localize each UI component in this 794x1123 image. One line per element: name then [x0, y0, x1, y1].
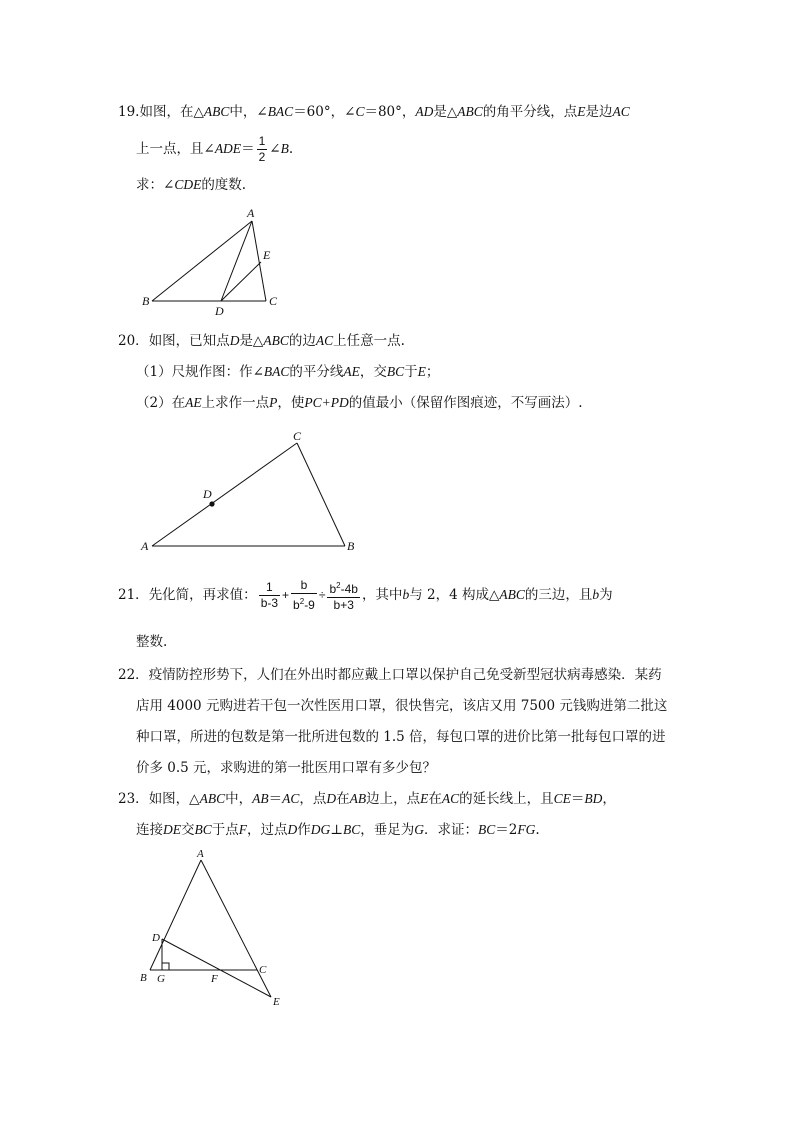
q19-segment-de — [221, 262, 261, 301]
q20-point-d — [209, 501, 214, 506]
q23-segment-ae — [201, 860, 271, 997]
q20-segment-cb — [297, 443, 345, 546]
q23-label-e: E — [273, 996, 280, 1008]
q20-label-d: D — [203, 487, 212, 501]
q20-part-2: （2）在AE上求作一点P，使PC+PD的值最小（保留作图痕迹，不写画法）. — [136, 395, 583, 411]
q19-label-a: A — [247, 206, 255, 220]
q19-label-c: C — [269, 294, 278, 308]
q21-fraction-3: $\frac{b^2-4b}{b+3}$ — [327, 578, 359, 613]
q20-line-1: 20．如图，已知点D是△ABC的边AC上任意一点. — [118, 333, 405, 349]
q23-line-2: 连接DE交BC于点F，过点D作DG⊥BC，垂足为G．求证：BC＝2FG. — [136, 822, 540, 838]
q23-right-angle-mark — [162, 963, 169, 970]
q23-label-b: B — [140, 972, 147, 984]
q20-label-a: A — [141, 539, 149, 553]
q21-line-2: 整数. — [136, 634, 168, 650]
q23-label-g: G — [157, 973, 165, 985]
q22-line-1: 22．疫情防控形势下，人们在外出时都应戴上口罩以保护自己免受新型冠状病毒感染．某药 — [118, 667, 662, 683]
q20-label-c: C — [293, 429, 302, 443]
q23-line-1: 23．如图，△ABC中，AB＝AC，点D在AB边上，点E在AC的延长线上，且CE＝BD， — [118, 791, 616, 807]
q20-segment-ac — [152, 443, 297, 546]
q19-segment-ab — [152, 221, 252, 301]
q20-part-1: （1）尺规作图：作∠BAC的平分线AE，交BC于E； — [136, 364, 440, 380]
q23-label-a: A — [197, 848, 204, 860]
q21-line-1: 21．先化简，再求值： $\frac{1}{b-3}$ + $\frac{b}{b^2-9}$ ÷ $\frac{b^2-4b}{b+3}$ ，其中b与 2，4 构成△ABC的三边，且b为 — [118, 578, 613, 612]
q22-line-2: 店用 4000 元购进若干包一次性医用口罩，很快售完，该店又用 7500 元钱购进第二批这 — [136, 698, 668, 714]
q19-label-d: D — [215, 304, 224, 318]
q19-line-2: 上一点，且∠ADE＝ $\frac{1}{2}$ ∠B. — [136, 134, 294, 164]
q23-segment-de — [162, 939, 271, 997]
q19-label-e: E — [263, 248, 271, 262]
q19-label-b: B — [142, 294, 150, 308]
q23-label-c: C — [259, 964, 267, 976]
q21-fraction-2: $\frac{b}{b^2-9}$ — [293, 578, 315, 612]
q19-line-1: 19.如图，在△ABC中，∠BAC＝60°，∠C＝80°，AD是△ABC的角平分线，点E是边AC — [118, 104, 630, 120]
q19-segment-ac — [252, 221, 266, 301]
q21-fraction-1: $\frac{1}{b-3}$ — [260, 580, 279, 610]
q20-label-b: B — [347, 539, 355, 553]
q22-line-4: 价多 0.5 元，求购进的第一批医用口罩有多少包？ — [136, 760, 437, 776]
q22-line-3: 种口罩，所进的包数是第一批所进包数的 1.5 倍，每包口罩的进价比第一批每包口罩的进 — [136, 729, 666, 745]
q23-label-d: D — [152, 932, 160, 944]
q19-segment-ad — [221, 221, 252, 301]
q23-segment-ab — [150, 860, 201, 970]
q23-label-f: F — [211, 973, 218, 985]
q19-line-3: 求：∠CDE的度数. — [136, 177, 247, 193]
q19-fraction: $\frac{1}{2}$ — [258, 134, 266, 164]
